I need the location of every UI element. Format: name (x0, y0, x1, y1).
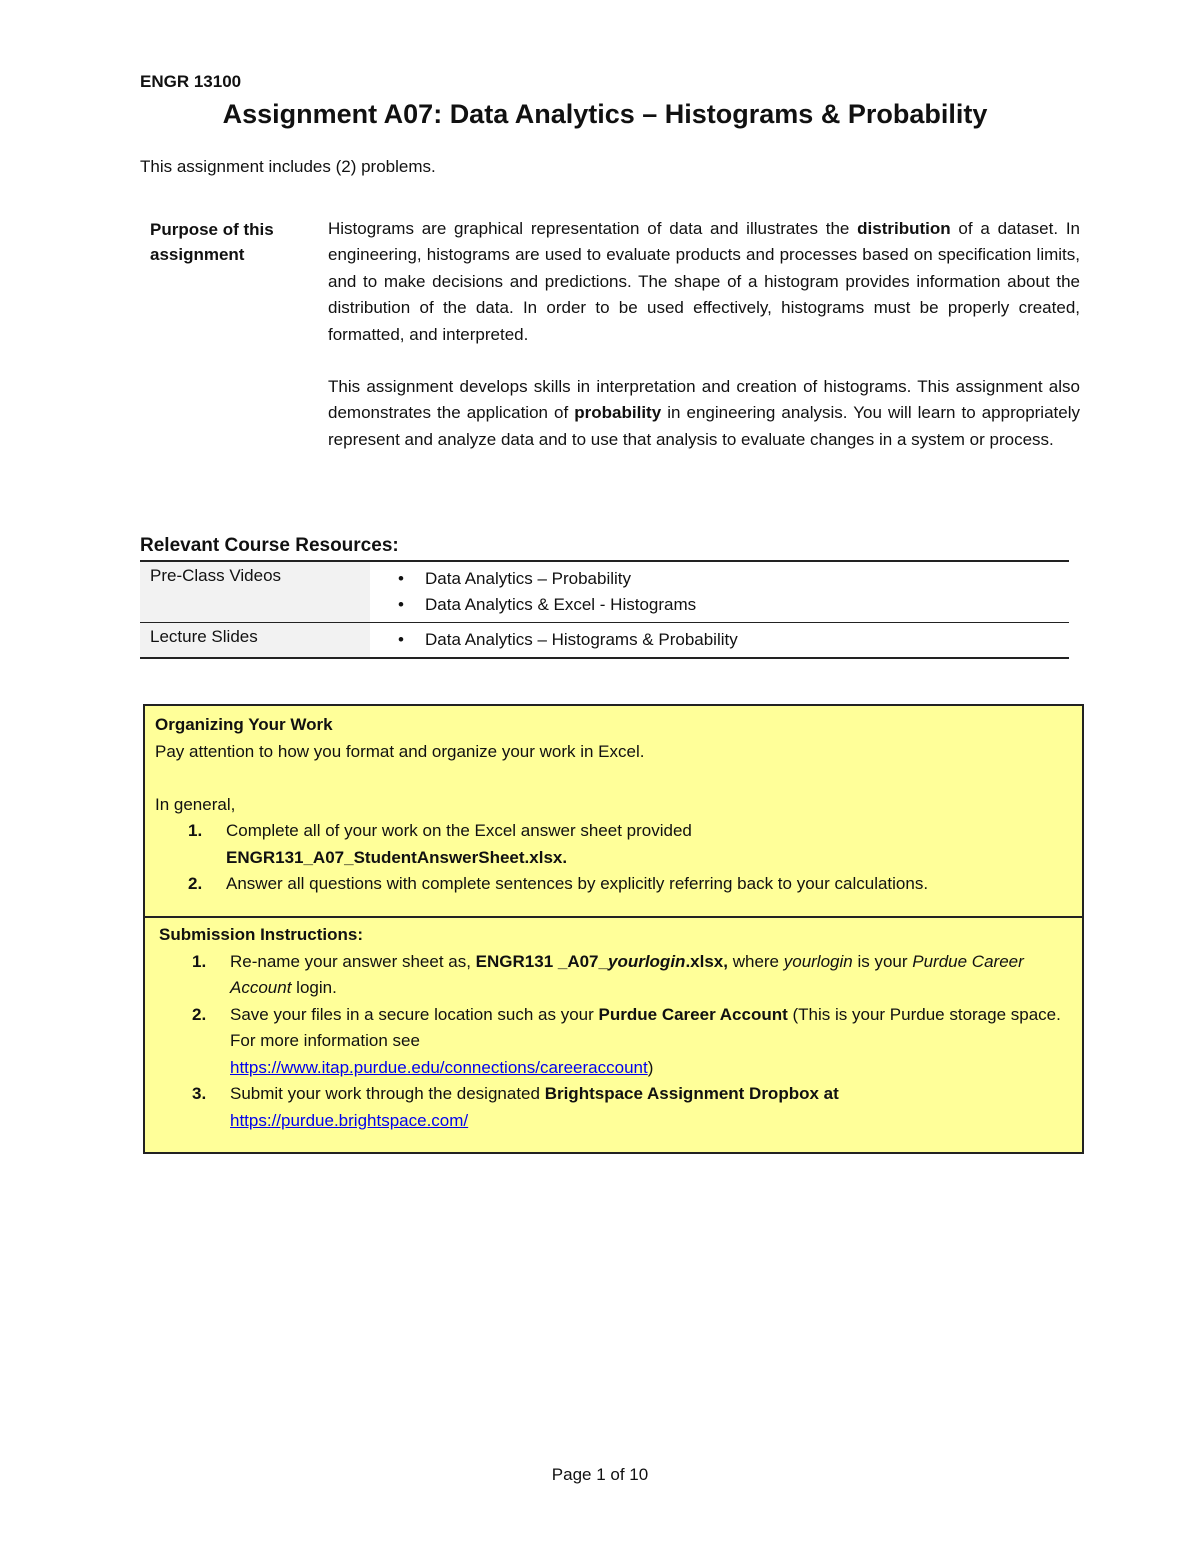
resources-table (140, 560, 1069, 659)
resources-heading: Relevant Course Resources: (140, 535, 399, 556)
submission-heading: Submission Instructions: (159, 925, 364, 944)
text-run: Histograms are graphical representation of data and illustrates the (328, 219, 858, 238)
instructions-callout (143, 704, 1084, 1154)
text-run: Purdue Career Account (598, 1004, 788, 1024)
organizing-heading: Organizing Your Work (155, 715, 333, 734)
filename-part: .xlsx, (685, 951, 728, 971)
list-item (159, 949, 1075, 1002)
bullet-icon: • (398, 630, 404, 649)
organizing-line: In general, (155, 794, 236, 814)
list-item (159, 1002, 1075, 1082)
submission-section (159, 922, 1075, 1134)
list-item (380, 592, 1059, 618)
emphasis-distribution: distribution (857, 219, 951, 238)
brightspace-link[interactable]: https://purdue.brightspace.com/ (230, 1110, 469, 1130)
text-run: Complete all of your work on the Excel answer sheet provided (226, 821, 692, 840)
list-item (155, 818, 1075, 871)
resource-item: Data Analytics – Histograms & Probability (425, 630, 738, 649)
resource-items (370, 623, 1069, 659)
table-row (140, 623, 1069, 659)
table-row (140, 561, 1069, 623)
intro-text: This assignment includes (2) problems. (140, 157, 436, 176)
resource-category: Pre-Class Videos (140, 561, 370, 623)
text-run: in engineering analysis. You will learn to appropriately represent and analyze data and to use that analysis to evaluate changes in a system or process. (328, 403, 1080, 449)
list-item (380, 627, 1059, 653)
emphasis-probability: probability (574, 403, 662, 423)
text-run: (This is your Purdue storage space. For more information see (230, 1004, 1061, 1050)
text-run: where (727, 951, 784, 971)
text-run: This assignment develops skills in interpretation and creation of histograms. This assignment also demonstrates the application of (328, 377, 1080, 423)
organizing-list (155, 818, 1075, 898)
filename-part: ENGR131 _A07_ (475, 951, 608, 971)
submission-list (159, 949, 1075, 1135)
purpose-label: Purpose of this assignment (150, 220, 274, 264)
section-divider (145, 916, 1082, 918)
list-number: 1. (192, 951, 207, 971)
resource-items (370, 561, 1069, 623)
resource-item: Data Analytics & Excel - Histograms (425, 595, 697, 614)
list-number: 1. (188, 821, 203, 840)
text-run: Brightspace Assignment Dropbox at (544, 1084, 839, 1103)
page-number: Page 1 of 10 (551, 1465, 649, 1484)
resource-item: Data Analytics – Probability (425, 569, 631, 588)
list-item (380, 566, 1059, 592)
purpose-paragraph-1 (328, 216, 1080, 348)
filename-part: yourlogin (607, 951, 686, 971)
text-run: Save your files in a secure location such as your (230, 1004, 599, 1024)
resource-category: Lecture Slides (140, 623, 370, 659)
course-code: ENGR 13100 (140, 72, 242, 91)
list-number: 2. (192, 1004, 207, 1024)
purpose-text (328, 216, 1080, 479)
career-account-link[interactable]: https://www.itap.purdue.edu/connections/careeraccount (230, 1057, 648, 1077)
text-run: ) (647, 1057, 654, 1077)
organizing-section (155, 712, 1075, 898)
text-run: of a dataset. In engineering, histograms are used to evaluate products and processes based on specification limits, and to make decisions and predictions. The shape of a histogram provides information about the distribution of the data. In order to be used effectively, histograms must be properly created, formatted, and interpreted. (328, 219, 1080, 344)
organizing-line: Pay attention to how you format and organize your work in Excel. (155, 741, 645, 761)
text-run: Submit your work through the designated (230, 1084, 545, 1103)
text-run: Purdue Career Account (230, 951, 1024, 997)
answer-sheet-filename: ENGR131_A07_StudentAnswerSheet.xlsx. (226, 847, 568, 867)
bullet-icon: • (398, 595, 404, 614)
list-number: 3. (192, 1084, 207, 1103)
text-run: Re-name your answer sheet as, (230, 951, 476, 971)
list-number: 2. (188, 874, 203, 893)
list-item (155, 871, 1075, 898)
text-run: login. (291, 978, 337, 997)
text-run: is your (852, 951, 913, 971)
list-item (159, 1081, 1075, 1134)
bullet-icon: • (398, 569, 404, 588)
text-run: yourlogin (783, 951, 853, 971)
text-run: Answer all questions with complete sentences by explicitly referring back to your calculations. (226, 874, 929, 893)
assignment-title: Assignment A07: Data Analytics – Histograms & Probability (222, 99, 988, 129)
purpose-paragraph-2 (328, 374, 1080, 453)
